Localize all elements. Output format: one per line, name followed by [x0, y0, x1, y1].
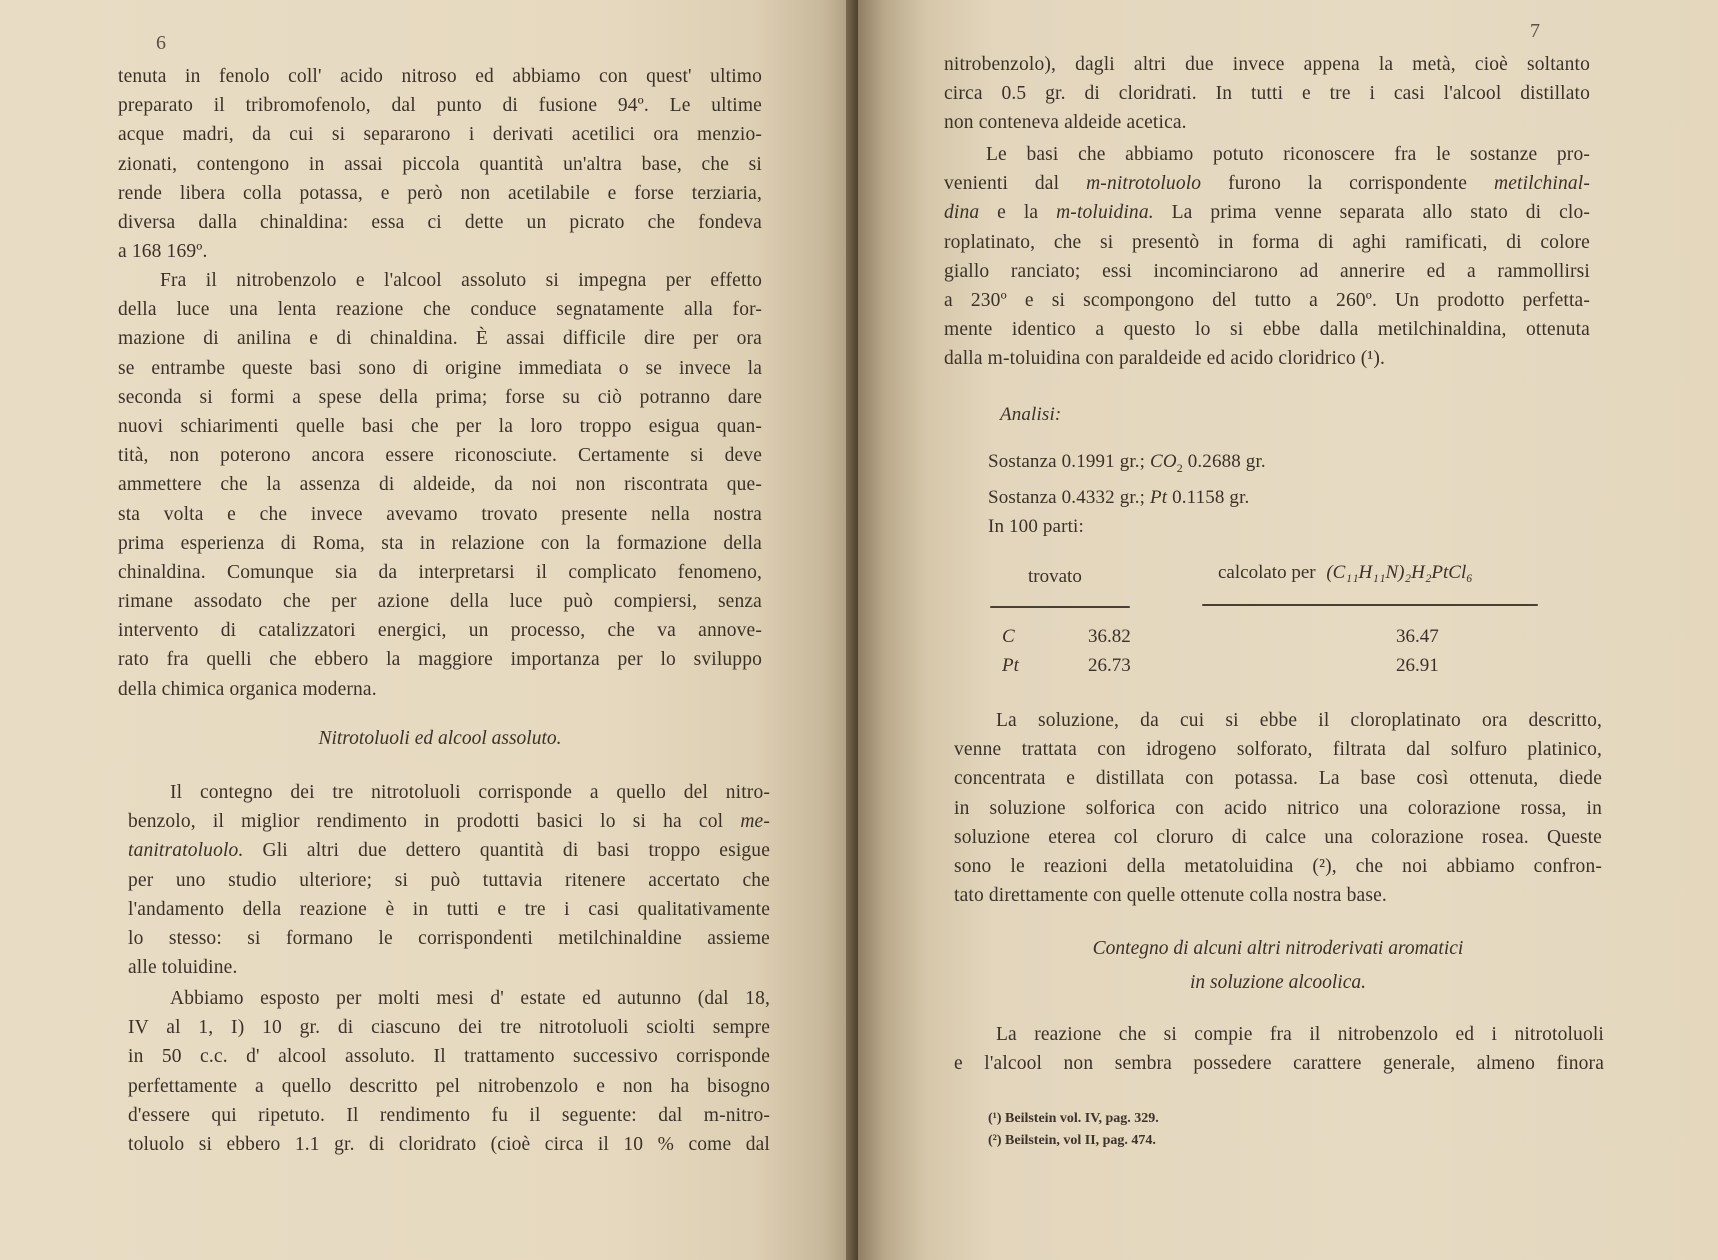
right-page	[858, 0, 1718, 1260]
text-line: e l'alcool non sembra possedere carattere generale, almeno finora	[954, 1053, 1604, 1075]
text-line: tenuta in fenolo coll' acido nitroso ed abbiamo con quest' ultimo	[118, 66, 762, 87]
text-line: se entrambe queste basi sono di origine immediata o se invece la	[118, 357, 762, 379]
text-line: Fra il nitrobenzolo e l'alcool assoluto si impegna per effetto	[160, 270, 762, 291]
right-paragraph-1	[944, 50, 1590, 138]
text-line: per uno studio ulteriore; si può tuttavia ritenere accertato che	[128, 869, 770, 891]
text-line: rimane assodato che per azione della luce può compiersi, senza	[118, 591, 762, 613]
right-paragraph-3	[954, 706, 1602, 910]
text-line: della luce una lenta reazione che conduce segnatamente alla for-	[118, 299, 762, 321]
table-row: C 36.82 36.47	[1002, 626, 1439, 647]
text-line: nitrobenzolo), dagli altri due invece appena la metà, cioè soltanto	[944, 54, 1590, 75]
footnotes	[988, 1108, 1159, 1152]
text-line: mazione di anilina e di chinaldina. È assai difficile dire per ora	[118, 328, 762, 350]
results-table	[996, 622, 1516, 680]
text-line: concentrata e distillata con potassa. La base così ottenuta, diede	[954, 768, 1602, 790]
text-line: tato direttamente con quelle ottenute colla nostra base.	[954, 885, 1387, 907]
left-page	[0, 0, 858, 1260]
page-number: 7	[1530, 20, 1540, 42]
text-line: in soluzione solforica con acido nitrico una colorazione rossa, in	[954, 797, 1602, 819]
text-line: sono le reazioni della metatoluidina (²), che noi abbiamo confron-	[954, 855, 1602, 877]
text-line: zionati, contengono in assai piccola quantità un'altra base, che si	[118, 153, 762, 175]
text-line: dina e la m-toluidina. La prima venne separata allo stato di clo-	[944, 202, 1590, 224]
text-line: dalla m-toluidina con paraldeide ed acido cloridrico (¹).	[944, 348, 1386, 370]
text-line: della chimica organica moderna.	[118, 678, 377, 700]
text-line: intervento di catalizzatori energici, un processo, che va annove-	[118, 620, 762, 642]
left-paragraph-1	[118, 62, 762, 266]
text-line: l'andamento della reazione è in tutti e tre i casi qualitativamente	[128, 898, 770, 920]
text-line: lo stesso: si formano le corrispondenti metilchinaldine assieme	[128, 927, 770, 949]
text-line: IV al 1, I) 10 gr. di ciascuno dei tre nitrotoluoli sciolti sempre	[128, 1017, 770, 1039]
analysis-block	[988, 400, 1488, 542]
text-line: a 230º e si scompongono del tutto a 260º. Un prodotto perfetta-	[944, 289, 1590, 311]
section-heading: Nitrotoluoli ed alcool assoluto.	[318, 728, 562, 749]
text-line: venne trattata con idrogeno solforato, filtrata dal solfuro platinico,	[954, 739, 1602, 761]
text-line: benzolo, il miglior rendimento in prodotti basici lo si ha col me-	[128, 811, 770, 833]
text-line: La reazione che si compie fra il nitrobenzolo ed i nitrotoluoli	[996, 1024, 1604, 1045]
text-line: seconda si formi a spese della prima; forse su ciò potranno dare	[118, 386, 762, 408]
left-paragraph-4	[128, 984, 770, 1159]
text-line: La soluzione, da cui si ebbe il cloroplatinato ora descritto,	[996, 710, 1602, 731]
footnote: (²) Beilstein, vol II, pag. 474.	[988, 1133, 1156, 1148]
text-line: acque madri, da cui si separarono i derivati acetilici ora menzio-	[118, 124, 762, 146]
text-line: tanitratoluolo. Gli altri due dettero quantità di basi troppo esigue	[128, 840, 770, 862]
left-paragraph-3	[128, 778, 770, 982]
section-heading: in soluzione alcoolica.	[1189, 972, 1367, 993]
text-line: a 168 169º.	[118, 241, 208, 263]
text-line: in 50 c.c. d' alcool assoluto. Il trattamento successivo corrisponde	[128, 1046, 770, 1068]
text-line: d'essere qui ripetuto. Il rendimento fu il seguente: dal m-nitro-	[128, 1104, 770, 1126]
table-rule	[1202, 604, 1538, 606]
text-line: perfettamente a quello descritto pel nitrobenzolo e non ha bisogno	[128, 1075, 770, 1097]
text-line: preparato il tribromofenolo, dal punto di fusione 94º. Le ultime	[118, 95, 762, 117]
text-line: giallo ranciato; essi incominciarono ad annerire ed a rammollirsi	[944, 260, 1590, 282]
analysis-line: Sostanza 0.1991 gr.; $CO_2$ 0.2688 gr.	[988, 451, 1266, 475]
text-line: non conteneva aldeide acetica.	[944, 112, 1187, 134]
text-line: toluolo si ebbero 1.1 gr. di cloridrato (cioè circa il 10 % come dal	[128, 1133, 770, 1155]
table-row: Pt 26.73 26.91	[1002, 655, 1439, 676]
col-header-found: trovato	[1028, 566, 1082, 587]
analysis-line: Sostanza 0.4332 gr.; Pt 0.1158 gr.	[988, 487, 1250, 509]
text-line: rende libera colla potassa, e però non acetilabile e forse terziaria,	[118, 182, 762, 204]
text-line: roplatinato, che si presentò in forma di aghi ramificati, di colore	[944, 231, 1590, 253]
analysis-line: In 100 parti:	[988, 516, 1084, 538]
right-paragraph-4	[954, 1020, 1604, 1078]
text-line: diversa dalla chinaldina: essa ci dette un picrato che fondeva	[118, 211, 762, 233]
text-line: rato fra quelli che ebbero la maggiore importanza per lo sviluppo	[118, 649, 762, 671]
text-line: mente identico a questo lo si ebbe dalla metilchinaldina, ottenuta	[944, 319, 1590, 341]
left-paragraph-2	[118, 266, 762, 704]
col-header-calc: calcolato per (C₁₁H₁₁N)₂H₂PtCl₆	[1218, 562, 1473, 583]
text-line: Le basi che abbiamo potuto riconoscere fra le sostanze pro-	[986, 144, 1590, 165]
right-paragraph-2	[944, 140, 1590, 374]
text-line: soluzione eterea col cloruro di calce una colorazione rosea. Queste	[954, 826, 1602, 848]
table-rule	[990, 606, 1130, 608]
text-line: prima esperienza di Roma, sta in relazione con la formazione della	[118, 532, 762, 554]
footnote: (¹) Beilstein vol. IV, pag. 329.	[988, 1111, 1159, 1126]
text-line: circa 0.5 gr. di cloridrati. In tutti e tre i casi l'alcool distillato	[944, 83, 1590, 105]
text-line: tità, non poterono ancora essere riconosciute. Certamente si deve	[118, 445, 762, 467]
analysis-title: Analisi:	[1000, 404, 1062, 425]
text-line: venienti dal m-nitrotoluolo furono la corrispondente metilchinal-	[944, 173, 1590, 195]
text-line: chinaldina. Comunque sia da interpretarsi il complicato fenomeno,	[118, 561, 762, 583]
page-number: 6	[156, 32, 166, 54]
text-line: Il contegno dei tre nitrotoluoli corrisponde a quello del nitro-	[170, 782, 770, 803]
text-line: Abbiamo esposto per molti mesi d' estate ed autunno (dal 18,	[170, 988, 770, 1009]
text-line: alle toluidine.	[128, 957, 238, 979]
text-line: ammettere che la assenza di aldeide, da noi non riscontrata que-	[118, 474, 762, 496]
section-heading: Contegno di alcuni altri nitroderivati aromatici	[1092, 938, 1464, 959]
text-line: nuovi schiarimenti quelle basi che per la loro troppo esigua quan-	[118, 415, 762, 437]
text-line: sta volta e che invece avevamo trovato presente nella nostra	[118, 503, 762, 525]
